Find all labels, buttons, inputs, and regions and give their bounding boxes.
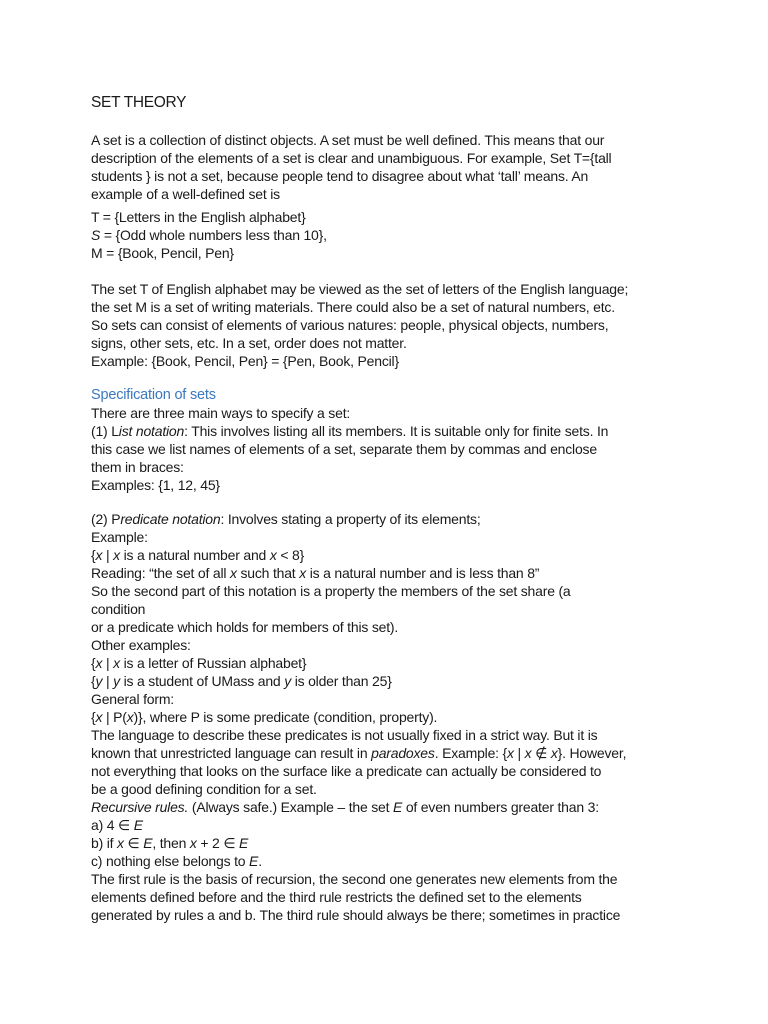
variable: E <box>239 835 249 851</box>
text-line: condition <box>91 601 146 617</box>
text-span: is a natural number and <box>119 547 270 563</box>
variable: x <box>95 547 103 563</box>
text-line: description of the elements of a set is clear and unambiguous. For example, Set T={tall <box>91 150 612 166</box>
text-span: b) if <box>91 835 118 851</box>
text-span: = {Odd whole numbers less than 10}, <box>100 227 327 243</box>
text-line: Examples: {1, 12, 45} <box>91 477 220 493</box>
text-span: { <box>91 709 96 725</box>
text-line: There are three main ways to specify a set: <box>91 405 351 421</box>
text-line <box>91 708 691 726</box>
term: ist notation <box>118 423 185 439</box>
variable: x <box>126 709 134 725</box>
text-line <box>91 798 691 816</box>
variable: y <box>95 673 103 689</box>
variable: x <box>524 745 532 761</box>
text-line: The set T of English alphabet may be viewed as the set of letters of the English language; <box>91 281 629 297</box>
text-line: or a predicate which holds for members of this set). <box>91 619 399 635</box>
text-span: is older than 25} <box>291 673 392 689</box>
page-title: SET THEORY <box>91 94 187 111</box>
text-line: this case we list names of elements of a set, separate them by commas and enclose <box>91 441 597 457</box>
text-line: students } is not a set, because people tend to disagree about what ‘tall’ means. An <box>91 168 589 184</box>
text-span: such that <box>236 565 300 581</box>
variable: E <box>393 799 403 815</box>
variable: E <box>143 835 153 851</box>
variable: x <box>189 835 197 851</box>
text-span: (Always safe.) Example – the set <box>188 799 394 815</box>
text-line: M = {Book, Pencil, Pen} <box>91 245 234 261</box>
text-span: | P( <box>102 709 127 725</box>
text-span: | <box>513 745 525 761</box>
text-line: So the second part of this notation is a property the members of the set share (a <box>91 583 571 599</box>
text-line: So sets can consist of elements of various natures: people, physical objects, numbers, <box>91 317 609 333</box>
text-span: | <box>102 655 114 671</box>
variable: x <box>95 709 103 725</box>
text-span: ∉ <box>531 745 551 761</box>
text-line <box>91 422 691 440</box>
set-symbol: S <box>91 227 101 243</box>
text-span: (1) L <box>91 423 119 439</box>
text-line <box>91 744 691 762</box>
text-line <box>91 546 691 564</box>
text-span: , then <box>152 835 190 851</box>
variable: E <box>133 817 143 833</box>
text-span: ∈ <box>123 835 144 851</box>
document-body <box>91 131 691 924</box>
text-span: : This involves listing all its members. It is suitable only for finite sets. In <box>184 423 609 439</box>
variable: x <box>299 565 307 581</box>
text-span: is a student of UMass and <box>119 673 285 689</box>
text-span: . <box>258 853 262 869</box>
text-line <box>91 510 691 528</box>
text-line: The first rule is the basis of recursion, the second one generates new elements from the <box>91 871 618 887</box>
text-line: example of a well-defined set is <box>91 186 280 202</box>
text-line <box>91 834 691 852</box>
variable: x <box>269 547 277 563</box>
section-heading: Specification of sets <box>91 387 216 403</box>
variable: x <box>229 565 237 581</box>
text-line <box>91 816 691 834</box>
text-span: { <box>91 673 96 689</box>
text-span: is a letter of Russian alphabet} <box>119 655 307 671</box>
text-line: Other examples: <box>91 637 191 653</box>
text-span: of even numbers greater than 3: <box>402 799 599 815</box>
text-line: generated by rules a and b. The third rule should always be there; sometimes in practice <box>91 907 621 923</box>
variable: x <box>113 655 120 671</box>
term: redicate notation <box>120 511 221 527</box>
text-line: elements defined before and the third rule restricts the defined set to the elements <box>91 889 582 905</box>
text-span: a) 4 ∈ <box>91 817 134 833</box>
text-line: The language to describe these predicates is not usually fixed in a strict way. But it is <box>91 727 598 743</box>
variable: x <box>117 835 124 851</box>
text-line <box>91 654 691 672</box>
text-line: be a good defining condition for a set. <box>91 781 317 797</box>
text-line <box>91 564 691 582</box>
term: paradoxes <box>371 745 435 761</box>
text-line: T = {Letters in the English alphabet} <box>91 209 306 225</box>
text-line <box>91 672 691 690</box>
text-line: the set M is a set of writing materials. There could also be a set of natural numbers, etc. <box>91 299 615 315</box>
text-span: }. However, <box>557 745 627 761</box>
text-span: Reading: “the set of all <box>91 565 230 581</box>
text-span: | <box>102 673 114 689</box>
text-line <box>91 852 691 870</box>
variable: x <box>507 745 514 761</box>
variable: x <box>113 547 120 563</box>
text-line <box>91 226 691 244</box>
text-span: (2) P <box>91 511 121 527</box>
text-line: A set is a collection of distinct objects. A set must be well defined. This means that our <box>91 132 605 148</box>
text-line: them in braces: <box>91 459 184 475</box>
text-span: : Involves stating a property of its elements; <box>220 511 481 527</box>
text-span: + 2 ∈ <box>196 835 240 851</box>
text-line: signs, other sets, etc. In a set, order does not matter. <box>91 335 407 351</box>
text-line: not everything that looks on the surface like a predicate can actually be considered to <box>91 763 602 779</box>
variable: x <box>95 655 103 671</box>
text-span: )}, where P is some predicate (condition, property). <box>133 709 438 725</box>
term: Recursive rules. <box>91 799 189 815</box>
text-span: known that unrestricted language can result in <box>91 745 372 761</box>
text-span: { <box>91 655 96 671</box>
text-span: c) nothing else belongs to <box>91 853 250 869</box>
variable: y <box>284 673 291 689</box>
text-span: { <box>91 547 96 563</box>
variable: E <box>249 853 259 869</box>
text-span: < 8} <box>276 547 305 563</box>
variable: y <box>113 673 120 689</box>
text-line: Example: {Book, Pencil, Pen} = {Pen, Book, Pencil} <box>91 353 399 369</box>
text-line: Example: <box>91 529 148 545</box>
text-span: . Example: { <box>434 745 508 761</box>
text-span: | <box>102 547 114 563</box>
variable: x <box>550 745 558 761</box>
text-line: General form: <box>91 691 174 707</box>
text-span: is a natural number and is less than 8” <box>306 565 540 581</box>
